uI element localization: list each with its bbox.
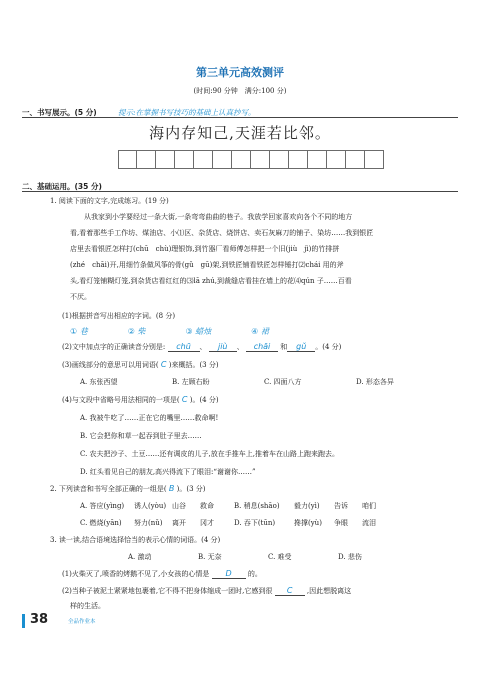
q3-options [128, 552, 408, 562]
page-title: 第三单元高效测评 [196, 66, 284, 79]
grid-cell[interactable] [232, 150, 251, 169]
answer-blank[interactable]: jiù [209, 342, 237, 352]
q3-2-line2: 样的生活。 [70, 602, 105, 610]
q2-item: 诱人(yòu) [134, 502, 167, 510]
exam-info: (时间:90 分钟 满分:100 分) [193, 87, 287, 95]
q1-4-suffix: )。(4 分) [189, 396, 219, 404]
grid-cell[interactable] [346, 150, 365, 169]
q1-2-suffix: 。(4 分) [315, 343, 342, 351]
option[interactable]: A. 东张西望 [80, 378, 118, 386]
option[interactable]: B. 左顾右盼 [172, 378, 210, 386]
answer-blank[interactable]: chāi [246, 342, 278, 352]
q1-2-prefix: (2)文中加点字的正确读音分别是: [62, 343, 166, 351]
calligraphy-sample: 海内存知己,天涯若比邻。 [149, 124, 331, 142]
answer-choice[interactable]: B [168, 484, 175, 493]
q1-2: (2)文中加点字的正确读音分别是: chū 、 jiù 、 chāi 和 gǔ 。(4 分) [62, 342, 342, 351]
q1-3-prefix: (3)画线部分的意思可以用词语( [62, 361, 159, 369]
q2-item: 争眼 [334, 519, 348, 527]
section2-heading: 二、基础运用。(35 分) [22, 182, 102, 191]
q1-1-prompt: (1)根据拼音写出相应的字词。(8 分) [62, 312, 176, 320]
q3-1-prefix: (1)火柴灭了,喷香的烤鹅不见了,小女孩的心情是 [62, 570, 210, 578]
q3-2 [62, 586, 351, 596]
option[interactable]: D. 形态各异 [356, 378, 394, 386]
q1-1-answers [70, 326, 269, 337]
q2-item: 努力(nǔ) [134, 519, 163, 527]
q1-3-suffix: )来概括。(3 分) [168, 361, 219, 369]
grid-cell[interactable] [137, 150, 156, 169]
page-number: 38 [30, 612, 49, 627]
grid-cell[interactable] [156, 150, 175, 169]
q1-3 [62, 360, 219, 370]
q1-4 [62, 395, 219, 405]
q2-row1 [80, 501, 390, 511]
q1-4-prefix: (4)与文段中省略号用法相同的一项是( [62, 396, 180, 404]
answer-choice[interactable]: C [181, 395, 188, 404]
q2-item: 毅力(yì) [294, 502, 320, 510]
footer-accent-bar [22, 614, 25, 628]
q3-2-prefix: (2)当种子被泥土紧紧地包裹着,它不得不把身体缩成一团时,它感到很 [62, 587, 273, 595]
q1-4-option-a[interactable]: A. 我被牛吃了……正在它的嘴里……救命啊! [80, 414, 219, 422]
grid-cell[interactable] [175, 150, 194, 169]
q3-1-suffix: 的。 [247, 570, 262, 578]
grid-cell[interactable] [308, 150, 327, 169]
q2-row2 [80, 518, 390, 528]
section1-hint: 提示:在掌握书写技巧的基础上认真抄写。 [118, 108, 256, 117]
answer-3[interactable]: ③ 蜡烛 [185, 327, 212, 336]
answer-blank[interactable]: C [275, 586, 305, 596]
book-name: 全品作业本 [68, 619, 96, 625]
q2-item: B. 稍息(shāo) [234, 502, 280, 510]
q2-item: C. 燃烧(yān) [80, 519, 122, 527]
grid-cell[interactable] [270, 150, 289, 169]
q2-item: 告诉 [334, 502, 348, 510]
q2-item: A. 答应(yìng) [80, 502, 125, 510]
option[interactable]: B. 无奈 [198, 553, 222, 561]
q1-4-option-b[interactable]: B. 它会把你和草一起吞到肚子里去…… [80, 432, 202, 440]
reading-passage [70, 209, 458, 305]
q2-item: 咱们 [362, 502, 376, 510]
passage-line: 从我家到小学要经过一条大街,一条弯弯曲曲的巷子。我放学回家喜欢向各个不同的地方 [84, 213, 353, 221]
section1-heading: 一、书写展示。(5 分) [22, 108, 97, 117]
q2-item: 山谷 [172, 502, 186, 510]
grid-cell[interactable] [251, 150, 270, 169]
q1-3-options [80, 377, 448, 387]
grid-cell[interactable] [194, 150, 213, 169]
answer-1[interactable]: ① 巷 [70, 327, 88, 336]
q2-item: 离开 [172, 519, 186, 527]
q2-item: 救命 [200, 502, 214, 510]
q2-item: 搀撑(yù) [294, 519, 322, 527]
answer-blank[interactable]: D [212, 569, 246, 579]
answer-blank[interactable]: gǔ [287, 342, 315, 352]
q1-4-option-c[interactable]: C. 农夫把沙子、土豆……还有调皮的儿子,放在手推车上,推着车在山路上跑来跑去。 [80, 450, 340, 458]
grid-cell[interactable] [118, 150, 137, 169]
grid-cell[interactable] [289, 150, 308, 169]
passage-line: 不厌。 [70, 293, 91, 301]
q2-item: 流泪 [362, 519, 376, 527]
option[interactable]: D. 悲伤 [338, 553, 362, 561]
passage-line: 头,看灯笼铺糊灯笼,到杂货店看红红的⑶lā zhú,到裁缝店看挂在墙上的花⑷qún 子……百看 [70, 277, 352, 285]
option[interactable]: A. 激动 [128, 553, 152, 561]
passage-line: 店里去看银匠怎样打(chū chù)理银饰,到竹器厂看师傅怎样把一个旧(jiù jì)的竹排拼 [70, 245, 340, 253]
passage-line: 看,看着那些手工作坊、煤油店、小⑴区、杂货店、烧饼店、卖石灰麻刀的铺子、染坊……我到银匠 [70, 229, 374, 237]
q2 [50, 484, 205, 494]
q1-title: 1. 阅读下面的文字,完成练习。(19 分) [50, 197, 169, 205]
q3-1 [62, 569, 262, 579]
q3-2-suffix: ,因此想脱离这 [306, 587, 352, 595]
divider [22, 191, 458, 192]
answer-choice[interactable]: C [160, 360, 167, 369]
writing-grid[interactable] [118, 150, 384, 169]
answer-2[interactable]: ② 柴 [127, 327, 146, 336]
q3-title: 3. 读一读,结合语境选择恰当的表示心情的词语。(4 分) [50, 536, 221, 544]
passage-line: (zhé chāi)开,用细竹条做风筝的骨(gǔ gū)架,到铁匠铺看铁匠怎样锤打⑵chái 用的斧 [70, 261, 344, 269]
answer-4[interactable]: ④ 裙 [251, 327, 269, 336]
divider [22, 117, 458, 118]
grid-cell[interactable] [365, 150, 384, 169]
grid-cell[interactable] [327, 150, 346, 169]
grid-cell[interactable] [213, 150, 232, 169]
option[interactable]: C. 四面八方 [264, 378, 302, 386]
q2-suffix: )。(3 分) [176, 485, 206, 493]
q1-4-option-d[interactable]: D. 红头看见自己的朋友,高兴得流下了眼泪:“谢谢你……” [80, 468, 256, 476]
answer-blank[interactable]: chū [168, 342, 200, 352]
option[interactable]: C. 难受 [268, 553, 292, 561]
q2-item: D. 吞下(tūn) [234, 519, 276, 527]
q2-item: 冈才 [200, 519, 214, 527]
q2-prefix: 2. 下列读音和书写全部正确的一组是( [50, 485, 167, 493]
